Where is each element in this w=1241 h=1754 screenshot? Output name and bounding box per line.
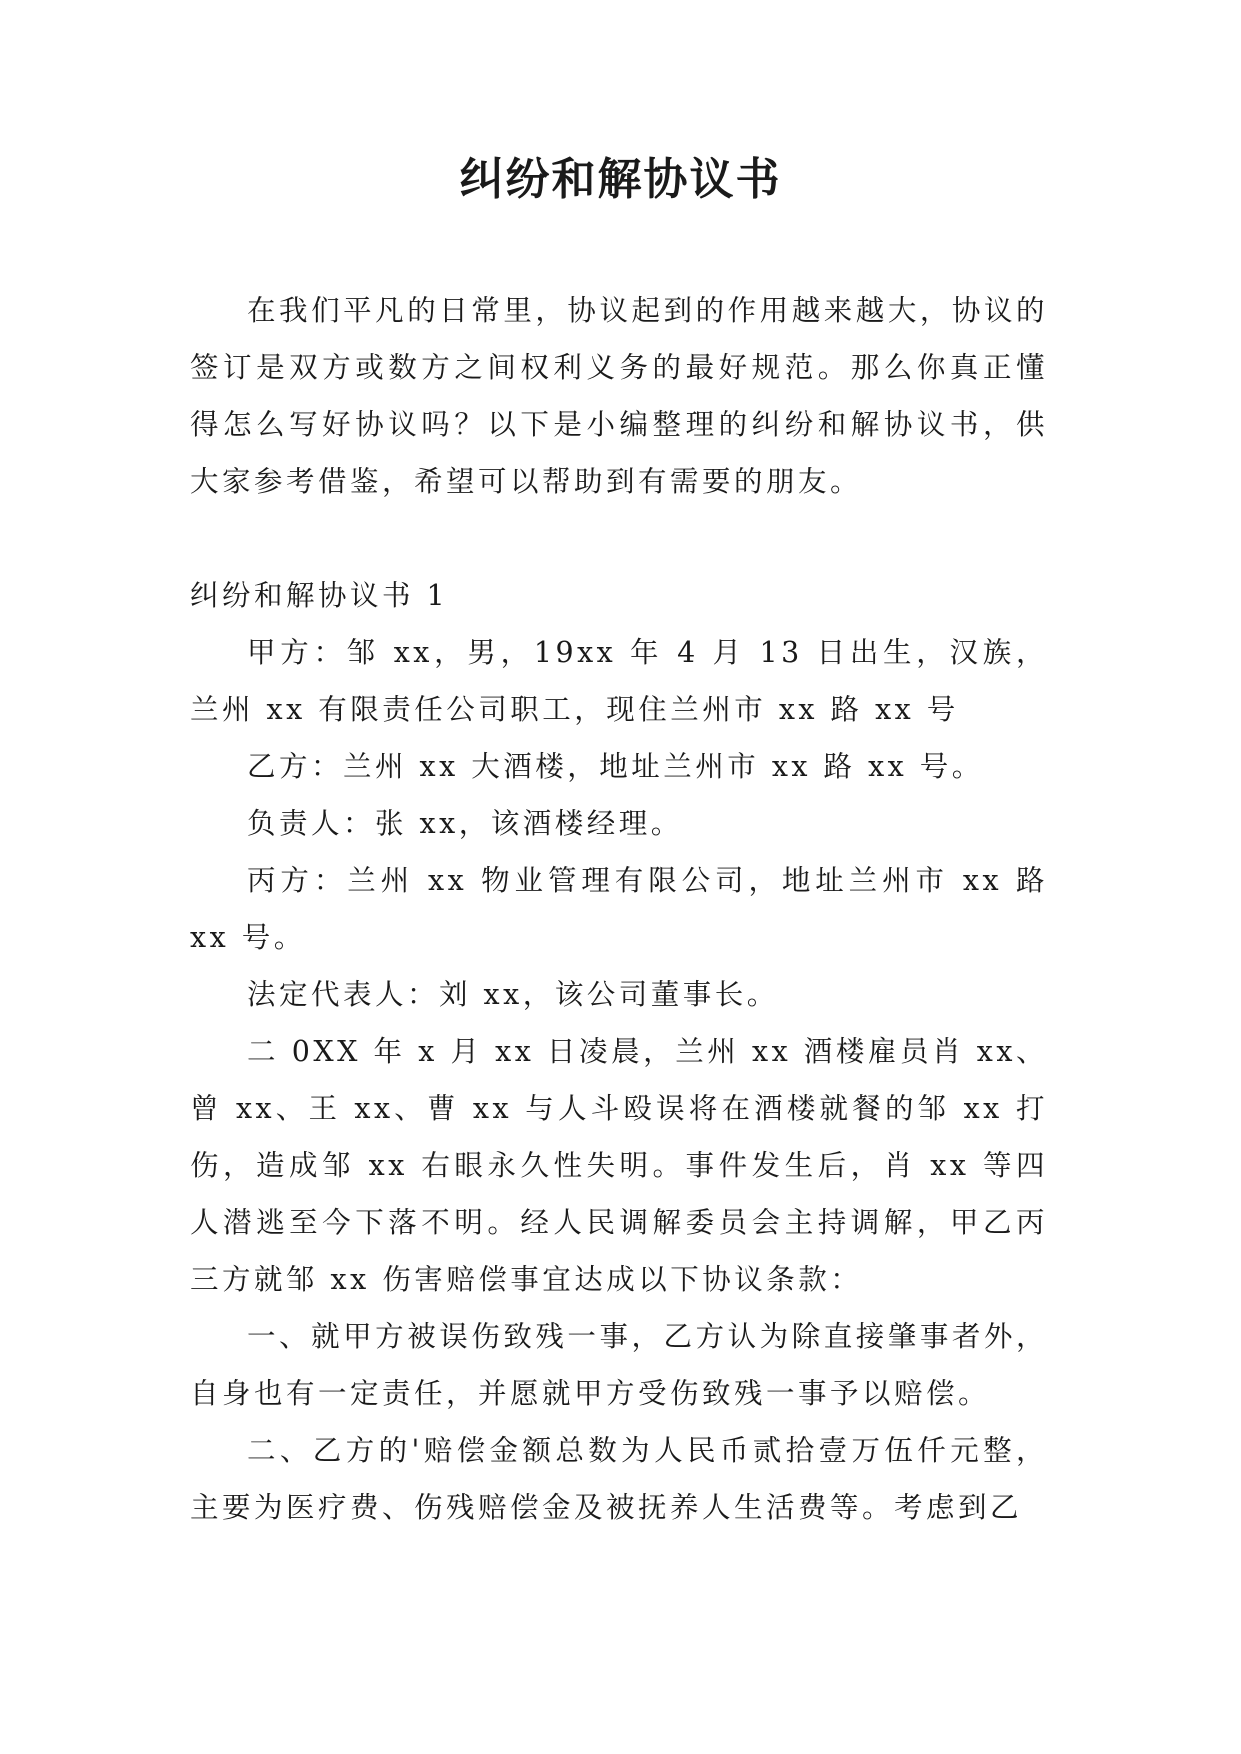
party-a-paragraph: 甲方：邹 xx，男，19xx 年 4 月 13 日出生，汉族，兰州 xx 有限责任公司职工，现住兰州市 xx 路 xx 号	[190, 636, 1048, 726]
party-b-paragraph: 乙方：兰州 xx 大酒楼，地址兰州市 xx 路 xx 号。	[247, 750, 984, 783]
document-body	[190, 282, 1048, 1536]
incident-paragraph: 二 0XX 年 x 月 xx 日凌晨，兰州 xx 酒楼雇员肖 xx、曾 xx、王 xx、曹 xx 与人斗殴误将在酒楼就餐的邹 xx 打伤，造成邹 xx 右眼永久性失明。事件发生后，肖 xx 等四人潜逃至今下落不明。经人民调解委员会主持调解，甲乙丙三方就邹 xx 伤害赔偿事宜达成以下协议条款：	[190, 1035, 1048, 1296]
section-heading: 纠纷和解协议书 1	[190, 579, 449, 612]
clause-2-paragraph: 二、乙方的'赔偿金额总数为人民币贰拾壹万伍仟元整，主要为医疗费、伤残赔偿金及被抚养人生活费等。考虑到乙	[190, 1434, 1048, 1524]
clause-1-paragraph: 一、就甲方被误伤致残一事，乙方认为除直接肇事者外，自身也有一定责任，并愿就甲方受伤致残一事予以赔偿。	[190, 1320, 1048, 1410]
party-c-paragraph: 丙方：兰州 xx 物业管理有限公司，地址兰州市 xx 路 xx 号。	[190, 864, 1048, 954]
document-title: 纠纷和解协议书	[459, 154, 782, 205]
intro-paragraph: 在我们平凡的日常里，协议起到的作用越来越大，协议的签订是双方或数方之间权利义务的最好规范。那么你真正懂得怎么写好协议吗？以下是小编整理的纠纷和解协议书，供大家参考借鉴，希望可以帮助到有需要的朋友。	[190, 294, 1048, 498]
party-c-representative: 法定代表人：刘 xx，该公司董事长。	[247, 978, 779, 1011]
party-b-representative: 负责人：张 xx，该酒楼经理。	[247, 807, 683, 840]
